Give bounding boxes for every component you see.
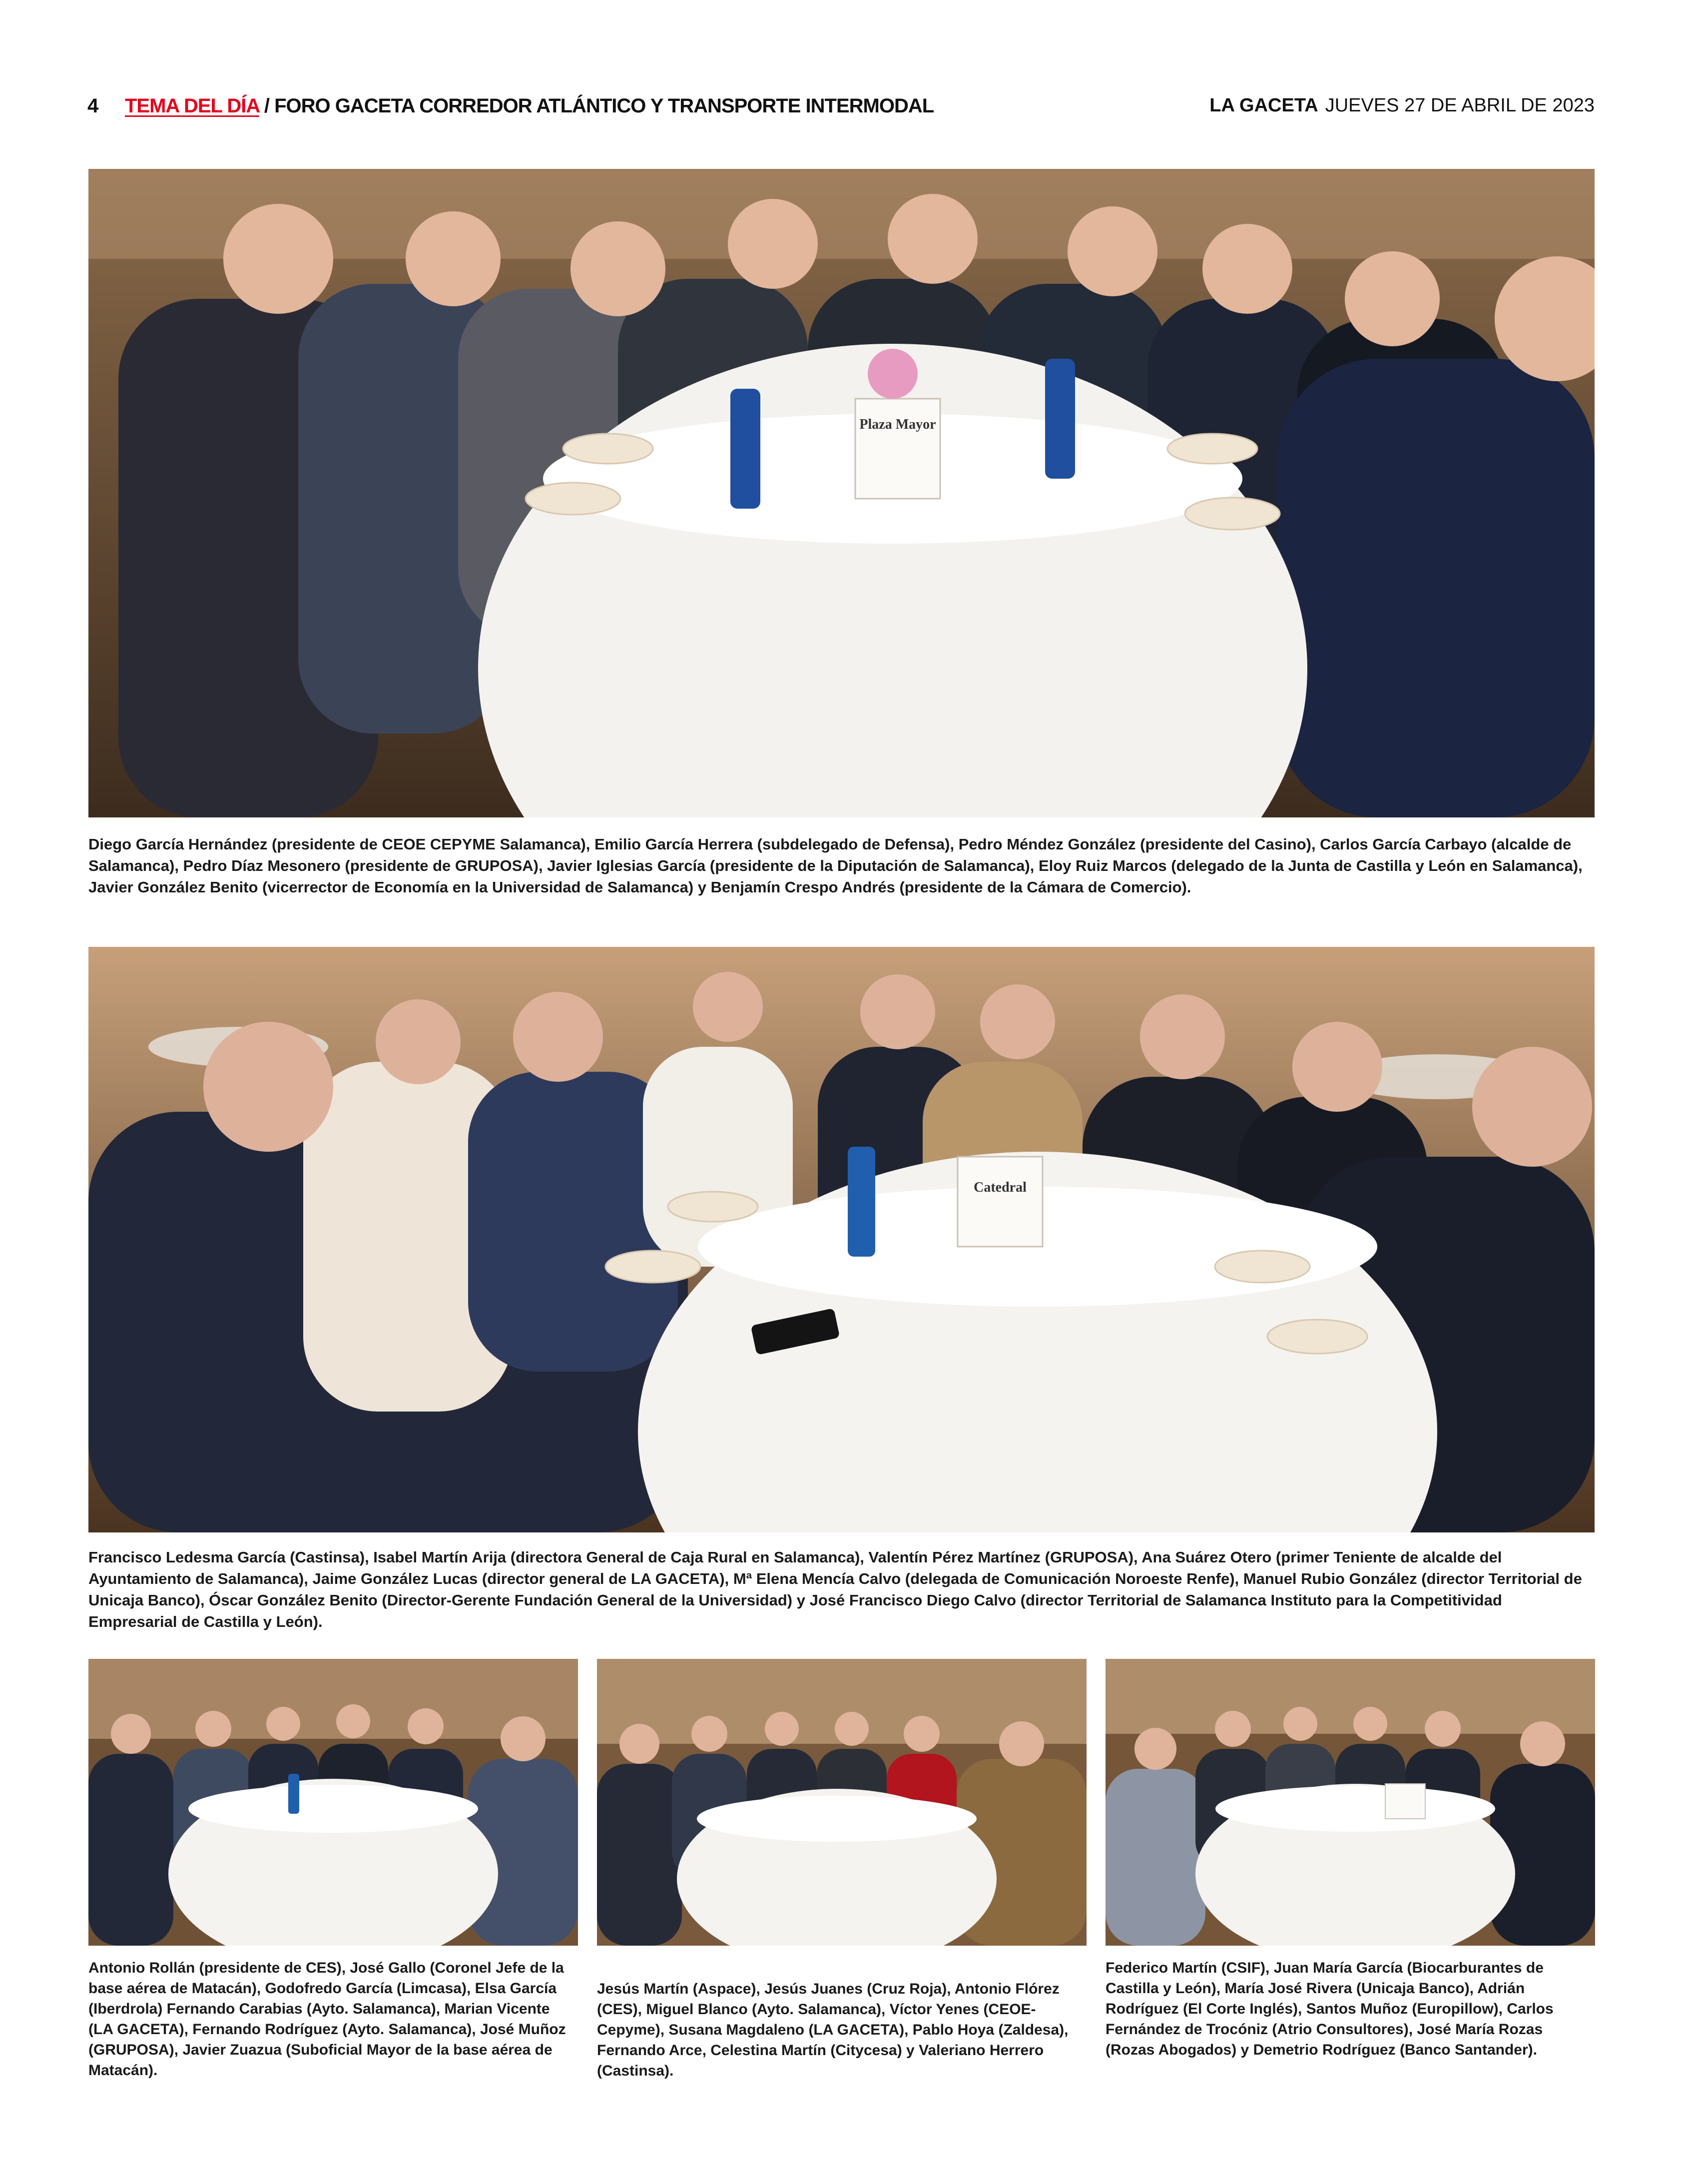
caption-photo-4: Jesús Martín (Aspace), Jesús Juanes (Cruz Roja), Antonio Flórez (CES), Miguel Blanco (Ayto. Salamanca), Víctor Yenes (CEOE-Cepyme), Susana Magdaleno (LA GACETA), Pablo Hoya (Zaldesa), Fernando Arce, Celestina Martín (Citycesa) y Valeriano Herrero (Castinsa).: [597, 1981, 1069, 2079]
photo-small-3: [1106, 1659, 1595, 1946]
photo-table-catedral-illustration: [88, 947, 1595, 1532]
section-kicker: TEMA DEL DÍA: [125, 95, 259, 117]
newspaper-brand: LA GACETA: [1209, 95, 1318, 116]
page-number: 4: [87, 95, 99, 117]
issue-date: JUEVES 27 DE ABRIL DE 2023: [1325, 95, 1595, 116]
section-subtitle: / FORO GACETA CORREDOR ATLÁNTICO Y TRANSPORTE INTERMODAL: [259, 95, 934, 117]
caption-photo-2: Francisco Ledesma García (Castinsa), Isabel Martín Arija (directora General de Caja Rural en Salamanca), Valentín Pérez Martínez (GRUPOSA), Ana Suárez Otero (primer Teniente de alcalde del Ayuntamiento de Salamanca), Jaime González Lucas (director general de LA GACETA), Mª Elena Mencía Calvo (delegada de Comunicación Noroeste Renfe), Manuel Rubio González (director Territorial de Unicaja Banco), Óscar González Benito (Director-Gerente Fundación General de la Universidad) y José Francisco Diego Calvo (director Territorial de Salamanca Instituto para la Competitividad Empresarial de Castilla y León).: [88, 1548, 1582, 1630]
photo-small-2-illustration: [597, 1659, 1087, 1946]
table-sign-plaza-mayor: Plaza Mayor: [859, 417, 936, 432]
photo-small-2: [597, 1659, 1087, 1946]
caption-photo-5: Federico Martín (CSIF), Juan María García (Biocarburantes de Castilla y León), María José Rivera (Unicaja Banco), Adrián Rodríguez (El Corte Inglés), Santos Muñoz (Europillow), Carlos Fernández de Trocóniz (Atrio Consultores), José María Rozas (Rozas Abogados) y Demetrio Rodríguez (Banco Santander).: [1106, 1960, 1554, 2058]
photo-table-catedral: [88, 947, 1595, 1532]
caption-photo-1: Diego García Hernández (presidente de CEOE CEPYME Salamanca), Emilio García Herrera (subdelegado de Defensa), Pedro Méndez González (presidente del Casino), Carlos García Carbayo (alcalde de Salamanca), Pedro Díaz Mesonero (presidente de GRUPOSA), Javier Iglesias García (presidente de la Diputación de Salamanca), Eloy Ruiz Marcos (delegado de la Junta de Castilla y León en Salamanca), Javier González Benito (vicerrector de Economía en la Universidad de Salamanca) y Benjamín Crespo Andrés (presidente de la Cámara de Comercio).: [88, 835, 1583, 896]
photo-small-3-illustration: [1106, 1659, 1595, 1946]
page-header: [87, 95, 1595, 125]
caption-photo-3: Antonio Rollán (presidente de CES), José Gallo (Coronel Jefe de la base aérea de Matacán), Godofredo García (Limcasa), Elsa García (Iberdrola) Fernando Carabias (Ayto. Salamanca), Marian Vicente (LA GACETA), Fernando Rodríguez (Ayto. Salamanca), José Muñoz (GRUPOSA), Javier Zuazua (Suboficial Mayor de la base aérea de Matacán).: [88, 1960, 566, 2079]
photo-small-1: [88, 1659, 578, 1946]
photo-table-plaza-mayor-illustration: [88, 169, 1595, 817]
photo-small-1-illustration: [88, 1659, 578, 1946]
masthead: [1209, 95, 1595, 116]
table-sign-catedral: Catedral: [974, 1180, 1027, 1195]
photo-table-plaza-mayor: [88, 169, 1595, 817]
section-title: [125, 95, 934, 117]
